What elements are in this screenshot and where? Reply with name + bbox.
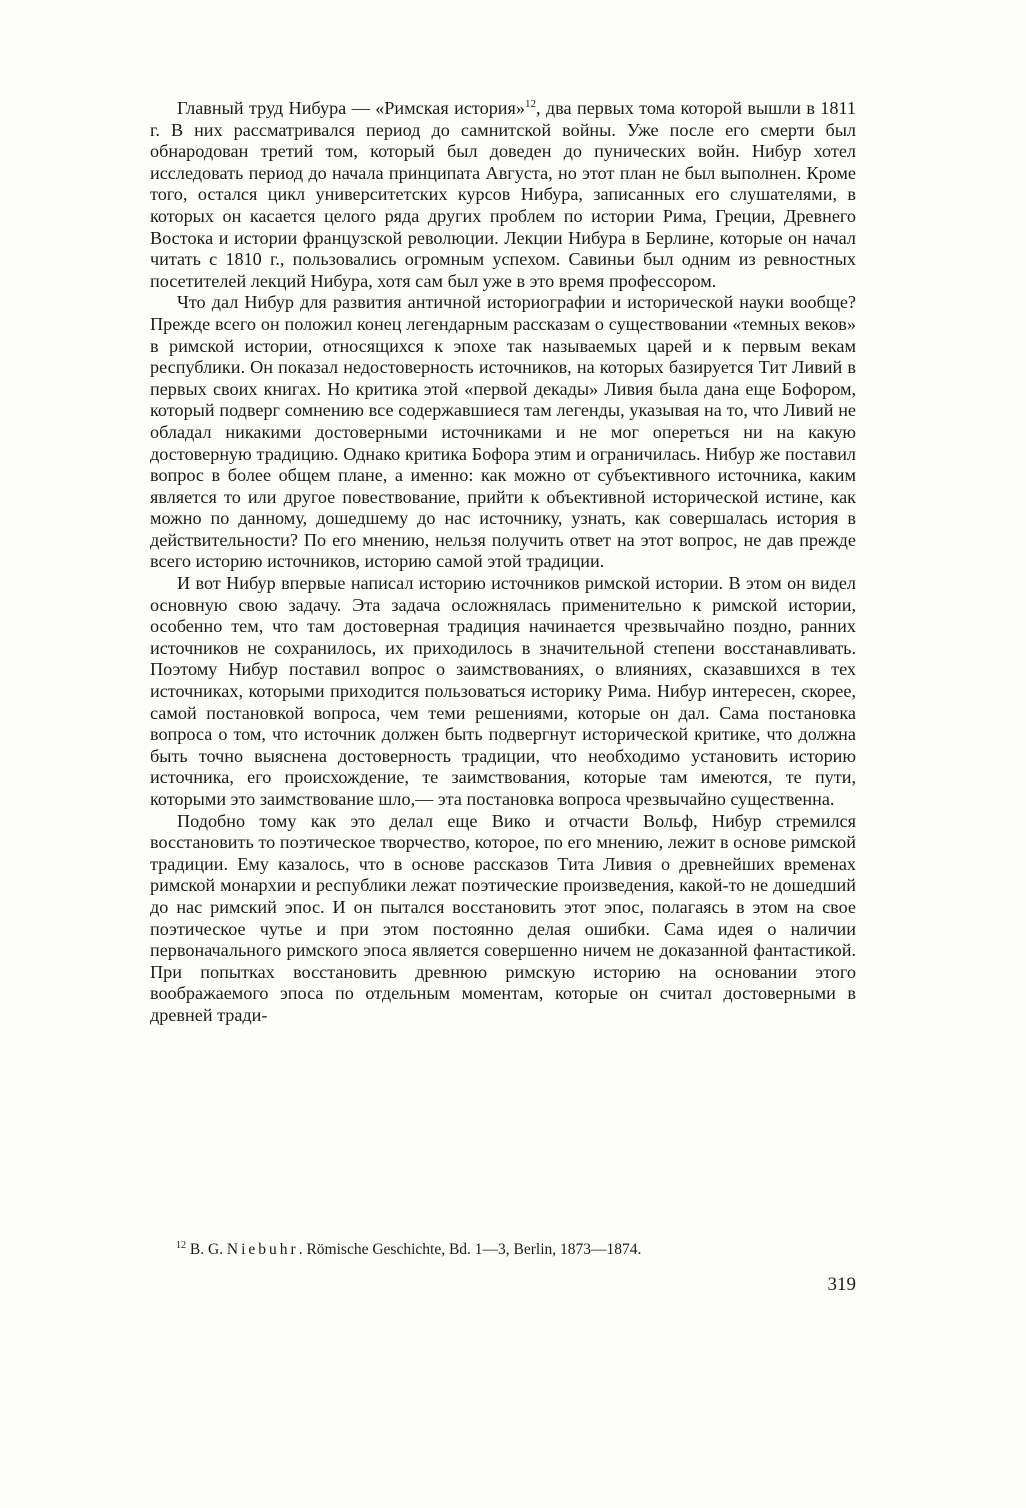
paragraph-1-start: Главный труд Нибура — «Римская история» (177, 98, 525, 118)
paragraph-1 (150, 98, 856, 292)
paragraph-2: Что дал Нибур для развития античной историографии и исторической науки вообще? Прежде всего он положил конец легендарным рассказам о существовании «темных веков» в римской истории, относящихся к эпохе так называемых царей и к первым векам республики. Он показал недостоверность источников, на которых базируется Тит Ливий в первых своих книгах. Но критика этой «первой декады» Ливия была дана еще Бофором, который подверг сомнению все содержавшиеся там легенды, указывая на то, что Ливий не обладал никакими достоверными источниками и не мог опереться ни на какую достоверную традицию. Однако критика Бофора этим и ограничилась. Нибур же поставил вопрос в более общем плане, а именно: как можно от субъективного источника, каким является то или другое повествование, прийти к объективной исторической истине, как можно по данному, дошедшему до нас источнику, узнать, как совершалась история в действительности? По его мнению, нельзя получить ответ на этот вопрос, не дав прежде всего историю источников, историю самой этой традиции. (150, 292, 856, 572)
footnote (176, 1240, 856, 1260)
main-text (150, 98, 856, 1027)
footnote-author-initials: B. G. (189, 1241, 224, 1258)
page-number: 319 (827, 1274, 856, 1295)
footnote-reference: 12 (525, 97, 536, 110)
footnote-citation: . Römische Geschichte, Bd. 1—3, Berlin, 1873—1874. (298, 1241, 642, 1258)
paragraph-4: Подобно тому как это делал еще Вико и отчасти Вольф, Нибур стремился восстановить то поэтическое творчество, которое, по его мнению, лежит в основе римской традиции. Ему казалось, что в основе рассказов Тита Ливия о древнейших временах римской монархии и республики лежат поэтические произведения, какой-то не дошедший до нас римский эпос. И он пытался восстановить этот эпос, полагаясь в этом на свое поэтическое чутье и при этом постоянно делая ошибки. Сама идея о наличии первоначального римского эпоса является совершенно ничем не доказанной фантастикой. При попытках восстановить древнюю римскую историю на основании этого воображаемого эпоса по отдельным моментам, которые он считал достоверными в древней тради- (150, 810, 856, 1025)
paragraph-1-rest: , два первых тома которой вышли в 1811 г. В них рассматривался период до самнитской войны. Уже после его смерти был обнародован третий том, который был доведен до пунических войн. Нибур хотел исследовать период до начала принципата Августа, но этот план не был выполнен. Кроме того, остался цикл университетских курсов Нибура, записанных его слушателями, в которых он касается целого ряда других проблем по истории Рима, Греции, Древнего Востока и истории французской революции. Лекции Нибура в Берлине, которые он начал читать с 1810 г., пользовались огромным успехом. Савиньи был одним из ревностных посетителей лекций Нибура, хотя сам был уже в это время профессором. (150, 98, 856, 291)
footnote-number: 12 (176, 1239, 186, 1251)
footnote-author-surname: Niebuhr (226, 1241, 299, 1258)
paragraph-3: И вот Нибур впервые написал историю источников римской истории. В этом он видел основную свою задачу. Эта задача осложнялась применительно к римской истории, особенно тем, что там достоверная традиция начинается чрезвычайно поздно, ранних источников не сохранилось, их приходилось в значительной степени восстанавливать. Поэтому Нибур поставил вопрос о заимствованиях, о влияниях, сказавшихся в тех источниках, которыми приходится пользоваться историку Рима. Нибур интересен, скорее, самой постановкой вопроса, чем теми решениями, которые он дал. Сама постановка вопроса о том, что источник должен быть подвергнут исторической критике, что должна быть точно выяснена достоверность традиции, что необходимо установить историю источника, его происхождение, те заимствования, которые там имеются, те пути, которыми это заимствование шло,— эта постановка вопроса чрезвычайно существенна. (150, 573, 856, 809)
